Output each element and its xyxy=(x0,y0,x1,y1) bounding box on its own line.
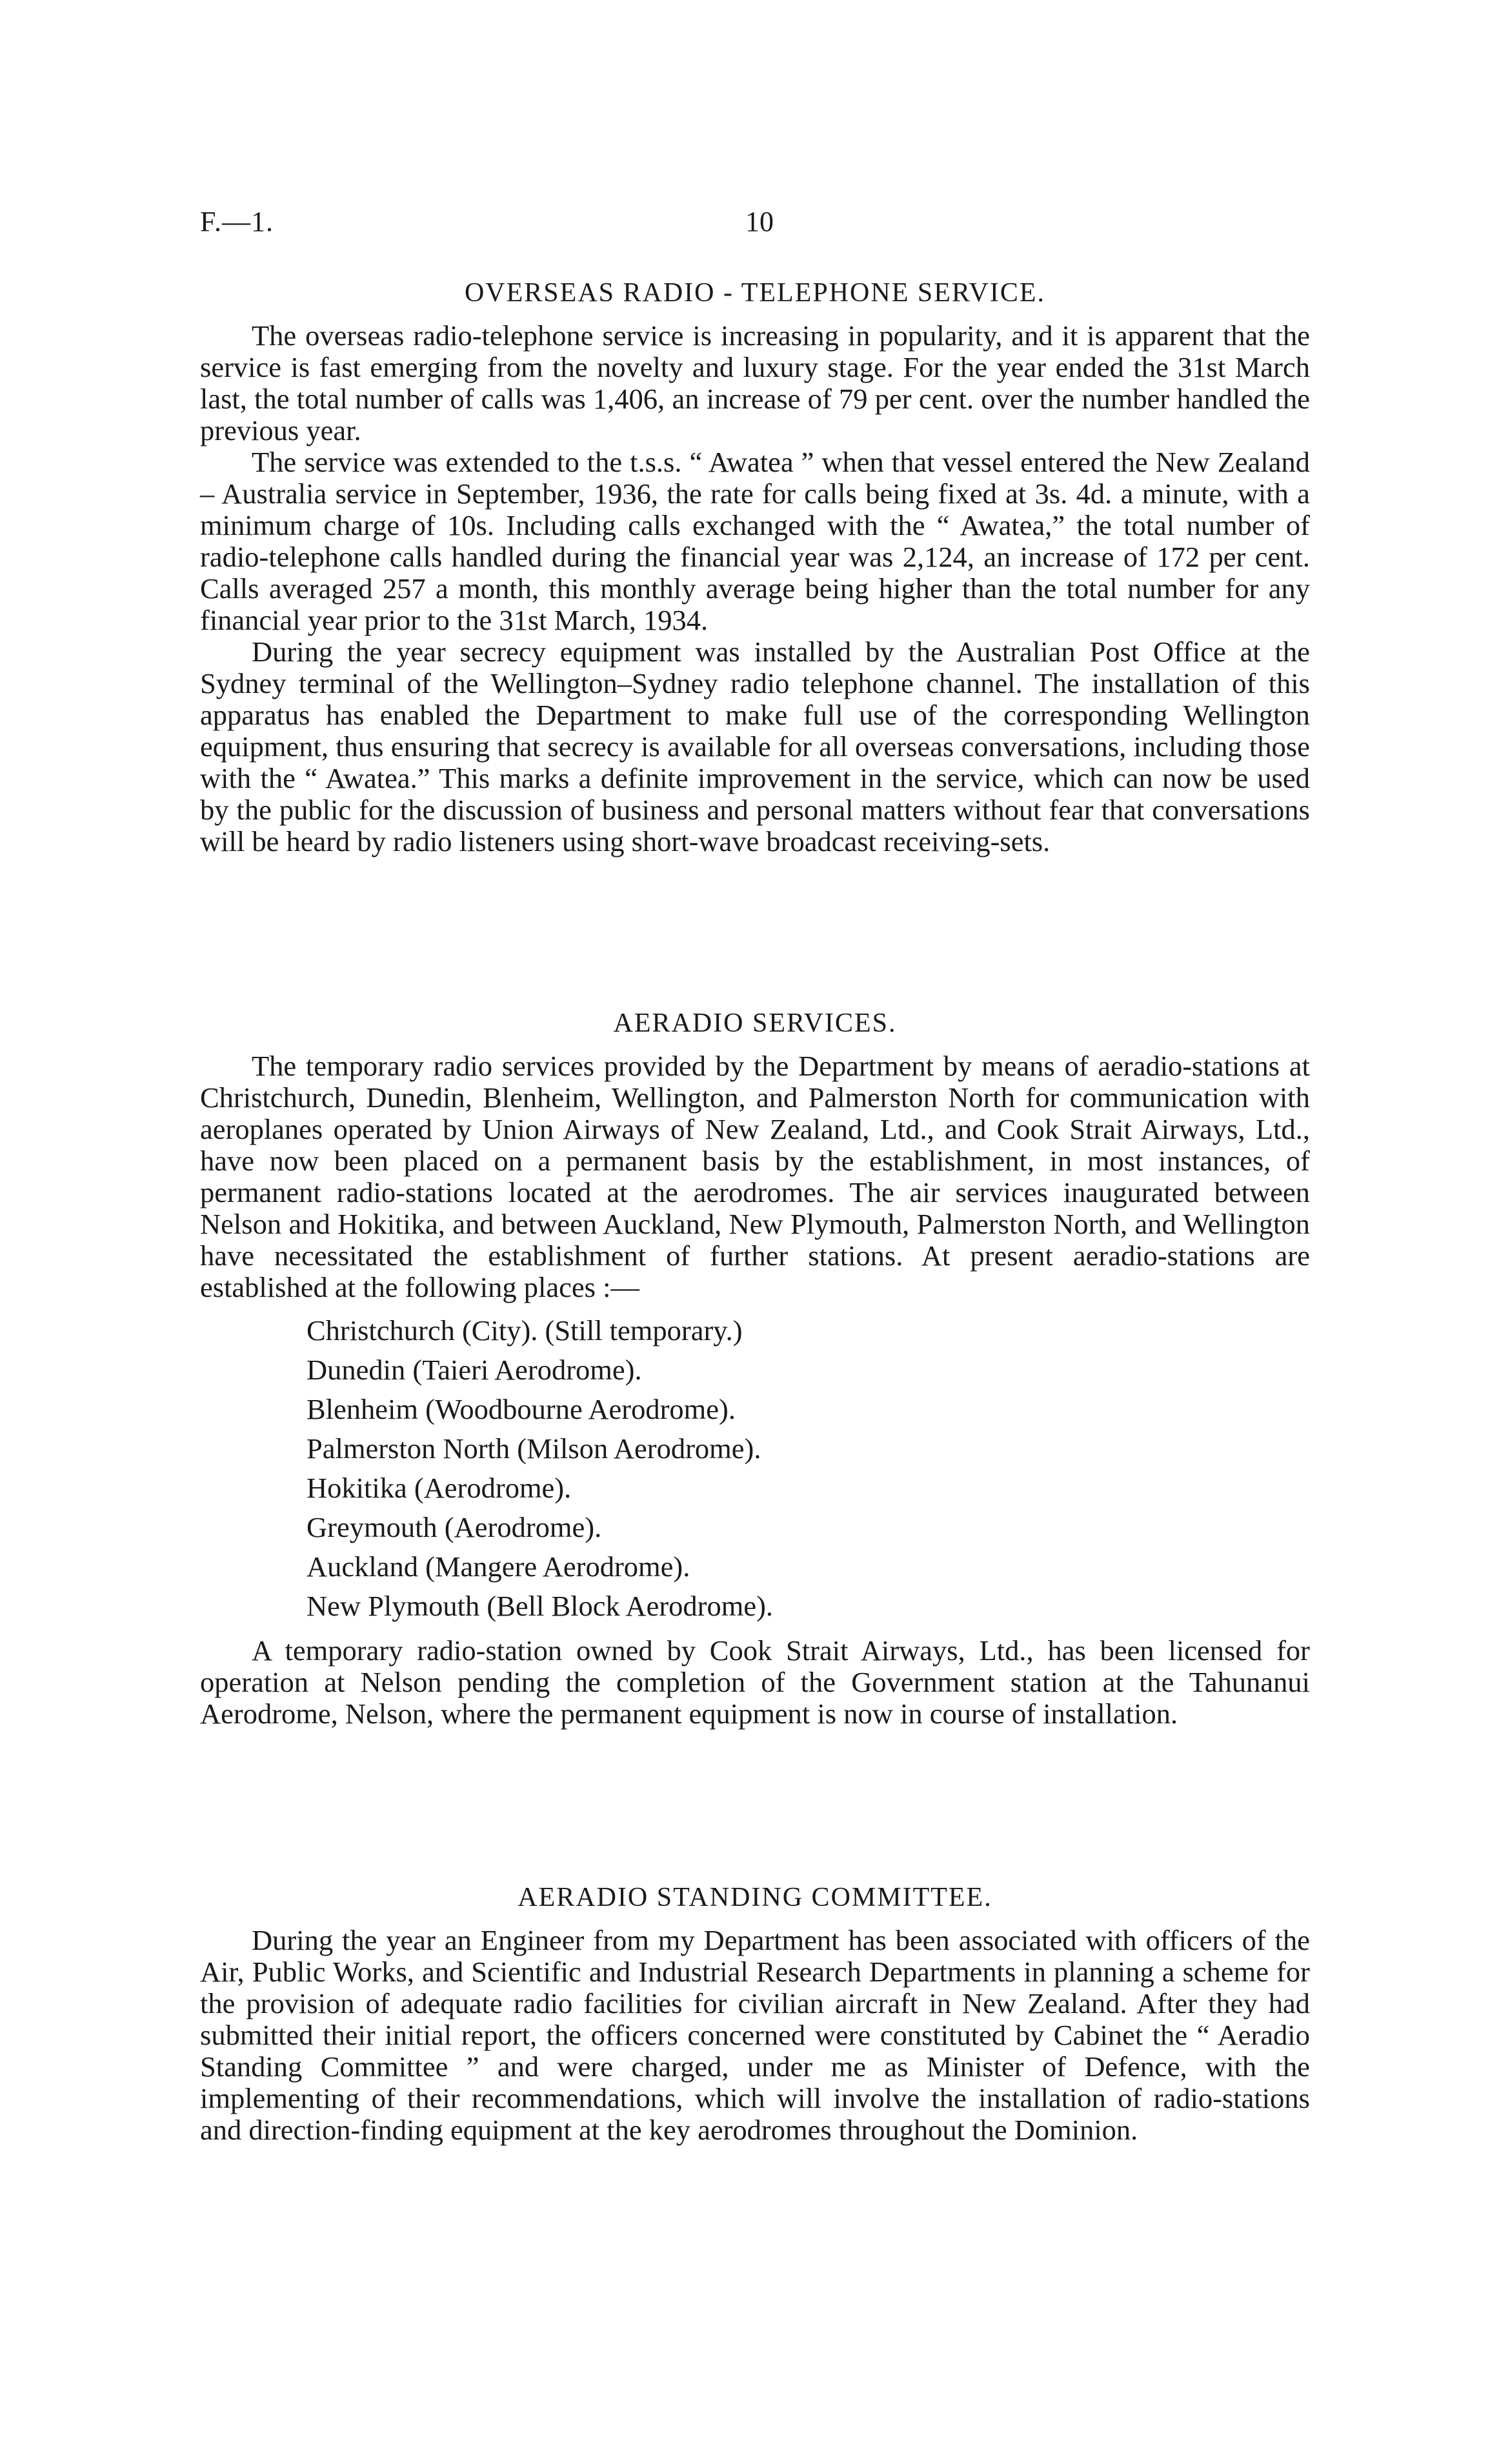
section-aeradio-standing-committee xyxy=(200,1882,1310,2146)
page-header xyxy=(200,205,1303,244)
list-item: Auckland (Mangere Aerodrome). xyxy=(307,1550,690,1583)
paragraph: The overseas radio-telephone service is increasing in popularity, and it is apparent that the service is fast emerging from the novelty and luxury stage. For the year ended the 31st March last, the total number of calls was 1,406, an increase of 79 per cent. over the number handled the previous year. xyxy=(200,319,1310,446)
paragraph: During the year an Engineer from my Department has been associated with officers of the Air, Public Works, and Scientific and Industrial Research Departments in planning a scheme for the provision of adequate radio facilities for civilian aircraft in New Zealand. After they had submitted their initial report, the officers concerned were constituted by Cabinet the “ Aeradio Standing Committee ” and were charged, under me as Minister of Defence, with the implementing of their recommendations, which will involve the installation of radio-stations and direction-finding equipment at the key aerodromes throughout the Dominion. xyxy=(200,1924,1310,2146)
list-item: Dunedin (Taieri Aerodrome). xyxy=(307,1354,642,1386)
paragraph: During the year secrecy equipment was installed by the Australian Post Office at the Sydney terminal of the Wellington–Sydney radio telephone channel. The installation of this apparatus has enabled the Department to make full use of the corresponding Wellington equipment, thus ensuring that secrecy is available for all overseas conversations, including those with the “ Awatea.” This marks a definite improvement in the service, which can now be used by the public for the discussion of business and personal matters without fear that conversations will be heard by radio listeners using short-wave broadcast receiving-sets. xyxy=(200,636,1310,857)
section-aeradio-services xyxy=(200,1008,1310,1730)
list-item: New Plymouth (Bell Block Aerodrome). xyxy=(307,1590,774,1622)
paragraph: A temporary radio-station owned by Cook Strait Airways, Ltd., has been licensed for operation at Nelson pending the completion of the Government station at the Tahunanui Aerodrome, Nelson, where the permanent equipment is now in course of installation. xyxy=(200,1634,1310,1730)
list-item: Greymouth (Aerodrome). xyxy=(307,1511,602,1543)
paragraph: The service was extended to the t.s.s. “ Awatea ” when that vessel entered the New Zealand – Australia service in September, 1936, the rate for calls being fixed at 3s. 4d. a minute, with a minimum charge of 10s. Including calls exchanged with the “ Awatea,” the total number of radio-telephone calls handled during the financial year was 2,124, an increase of 172 per cent. Calls averaged 257 a month, this monthly average being higher than the total number for any financial year prior to the 31st March, 1934. xyxy=(200,446,1310,636)
section-overseas-radio-telephone xyxy=(200,277,1310,857)
document-code: F.—1. xyxy=(200,206,274,237)
paragraph: The temporary radio services provided by the Department by means of aeradio-stations at Christchurch, Dunedin, Blenheim, Wellington, and Palmerston North for communication with aeroplanes operated by Union Airways of New Zealand, Ltd., and Cook Strait Airways, Ltd., have now been placed on a permanent basis by the establishment, in most instances, of permanent radio-stations located at the aerodromes. The air services inaugurated between Nelson and Hokitika, and between Auckland, New Plymouth, Palmerston North, and Wellington have necessitated the establishment of further stations. At present aeradio-stations are established at the following places :— xyxy=(200,1050,1310,1303)
list-item: Christchurch (City). (Still temporary.) xyxy=(307,1314,743,1347)
aeradio-station-list xyxy=(307,1311,1310,1626)
section-title: AERADIO STANDING COMMITTEE. xyxy=(518,1883,992,1912)
list-item: Hokitika (Aerodrome). xyxy=(307,1472,572,1504)
page-number: 10 xyxy=(745,206,774,237)
list-item: Palmerston North (Milson Aerodrome). xyxy=(307,1432,761,1465)
section-title: OVERSEAS RADIO - TELEPHONE SERVICE. xyxy=(464,278,1046,308)
section-title: AERADIO SERVICES. xyxy=(613,1008,897,1038)
list-item: Blenheim (Woodbourne Aerodrome). xyxy=(307,1393,736,1425)
